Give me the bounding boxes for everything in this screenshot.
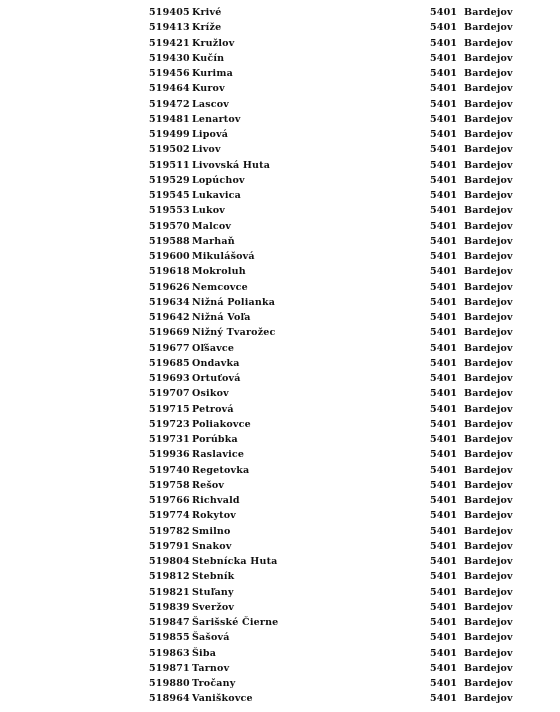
municipality-code: 519570 (149, 220, 190, 232)
table-row (149, 356, 519, 371)
district-code: 5401 (430, 357, 458, 369)
municipality-name: Raslavice (192, 449, 245, 461)
municipality-code: 519693 (149, 373, 190, 384)
municipality-name: Petrová (192, 403, 234, 415)
table-row (149, 554, 519, 569)
table-row (149, 158, 519, 173)
table-row (149, 524, 519, 539)
table-row (149, 463, 519, 478)
municipality-code: 519731 (149, 434, 190, 445)
district-name: Bardejov (464, 571, 513, 583)
municipality-name: Kružlov (192, 37, 235, 49)
district-code: 5401 (430, 113, 458, 125)
table-row (149, 691, 519, 706)
district-code: 5401 (430, 235, 458, 247)
municipality-code: 519782 (149, 525, 190, 537)
district-name: Bardejov (464, 357, 513, 369)
district-code: 5401 (430, 693, 458, 705)
district-name: Bardejov (464, 98, 513, 110)
municipality-code: 519863 (149, 647, 190, 659)
district-name: Bardejov (464, 235, 513, 247)
municipality-code: 519936 (149, 449, 190, 461)
municipality-code: 519855 (149, 632, 190, 644)
district-name: Bardejov (464, 617, 513, 628)
district-code: 5401 (430, 68, 458, 79)
table-row (149, 585, 519, 600)
table-row (149, 36, 519, 51)
district-code: 5401 (430, 388, 458, 400)
district-code: 5401 (430, 129, 458, 140)
municipality-code: 519499 (149, 129, 190, 140)
district-name: Bardejov (464, 144, 513, 156)
table-row (149, 386, 519, 401)
municipality-name: Osikov (192, 388, 229, 400)
district-code: 5401 (430, 190, 458, 201)
municipality-code: 519421 (149, 37, 190, 49)
municipality-name: Stebník (192, 571, 235, 583)
district-code: 5401 (430, 251, 458, 262)
table-row (149, 97, 519, 112)
municipality-code: 519821 (149, 586, 190, 598)
district-code: 5401 (430, 601, 458, 613)
municipality-code: 519677 (149, 342, 190, 354)
district-code: 5401 (430, 159, 458, 171)
table-row (149, 173, 519, 188)
district-code: 5401 (430, 205, 458, 217)
district-code: 5401 (430, 525, 458, 537)
table-row (149, 325, 519, 340)
district-name: Bardejov (464, 190, 513, 201)
district-name: Bardejov (464, 388, 513, 400)
municipality-code: 519600 (149, 251, 190, 262)
table-row (149, 417, 519, 432)
district-code: 5401 (430, 617, 458, 628)
district-name: Bardejov (464, 434, 513, 445)
district-name: Bardejov (464, 52, 513, 64)
municipality-code: 519758 (149, 479, 190, 491)
municipality-name: Oľšavce (192, 342, 235, 354)
district-code: 5401 (430, 418, 458, 430)
municipality-name: Kurov (192, 83, 225, 95)
district-name: Bardejov (464, 373, 513, 384)
table-row (149, 447, 519, 462)
district-name: Bardejov (464, 678, 513, 689)
district-code: 5401 (430, 22, 458, 34)
table-row (149, 600, 519, 615)
municipality-code: 519553 (149, 205, 190, 217)
district-name: Bardejov (464, 7, 513, 18)
district-name: Bardejov (464, 113, 513, 125)
municipality-code: 519642 (149, 312, 190, 323)
municipality-code: 519545 (149, 190, 190, 201)
municipality-name: Kurima (192, 68, 233, 79)
municipality-name: Šiba (192, 647, 217, 659)
municipality-name: Smilno (192, 525, 231, 537)
municipality-code: 519405 (149, 7, 190, 18)
table-row (149, 661, 519, 676)
district-code: 5401 (430, 647, 458, 659)
district-name: Bardejov (464, 693, 513, 705)
municipality-name: Marhaň (192, 235, 235, 247)
municipality-name: Ondavka (192, 357, 240, 369)
district-name: Bardejov (464, 403, 513, 415)
table-row (149, 539, 519, 554)
municipality-code: 519847 (149, 617, 190, 628)
municipality-name: Lukavica (192, 190, 241, 201)
district-code: 5401 (430, 373, 458, 384)
district-code: 5401 (430, 83, 458, 95)
municipality-name: Lipová (192, 129, 229, 140)
district-name: Bardejov (464, 205, 513, 217)
table-row (149, 264, 519, 279)
municipality-name: Mokroluh (192, 266, 246, 278)
municipality-code: 519634 (149, 296, 190, 308)
municipality-code: 519723 (149, 418, 190, 430)
municipality-code: 519740 (149, 464, 190, 476)
municipality-code: 519472 (149, 98, 190, 110)
municipality-name: Kríže (192, 22, 222, 34)
district-code: 5401 (430, 510, 458, 522)
district-code: 5401 (430, 7, 458, 18)
municipality-name: Mikulášová (192, 251, 255, 262)
district-code: 5401 (430, 556, 458, 567)
district-code: 5401 (430, 449, 458, 461)
district-name: Bardejov (464, 22, 513, 34)
municipality-name: Krivé (192, 7, 222, 18)
district-code: 5401 (430, 52, 458, 64)
district-code: 5401 (430, 281, 458, 293)
municipality-name: Rešov (192, 479, 225, 491)
municipality-name: Kučín (192, 52, 225, 64)
district-name: Bardejov (464, 37, 513, 49)
table-row (149, 234, 519, 249)
district-name: Bardejov (464, 449, 513, 461)
district-name: Bardejov (464, 586, 513, 598)
municipality-code: 519511 (149, 159, 190, 171)
table-row (149, 188, 519, 203)
district-code: 5401 (430, 312, 458, 323)
district-code: 5401 (430, 327, 458, 339)
district-name: Bardejov (464, 510, 513, 522)
municipality-code: 519430 (149, 52, 190, 64)
municipality-name: Šarišské Čierne (192, 617, 279, 628)
district-name: Bardejov (464, 601, 513, 613)
district-code: 5401 (430, 144, 458, 156)
district-name: Bardejov (464, 525, 513, 537)
district-name: Bardejov (464, 281, 513, 293)
district-code: 5401 (430, 37, 458, 49)
table-row (149, 341, 519, 356)
district-code: 5401 (430, 586, 458, 598)
table-row (149, 569, 519, 584)
municipality-code: 519774 (149, 510, 190, 522)
district-code: 5401 (430, 678, 458, 689)
municipality-name: Richvald (192, 495, 240, 506)
table-row (149, 66, 519, 81)
municipality-name: Porúbka (192, 434, 238, 445)
district-code: 5401 (430, 479, 458, 491)
municipality-code: 519871 (149, 662, 190, 674)
municipality-code: 519880 (149, 678, 190, 689)
district-code: 5401 (430, 571, 458, 583)
table-row (149, 478, 519, 493)
district-name: Bardejov (464, 418, 513, 430)
district-name: Bardejov (464, 174, 513, 186)
municipality-code: 519481 (149, 113, 190, 125)
district-name: Bardejov (464, 68, 513, 79)
municipality-name: Lascov (192, 98, 230, 110)
district-name: Bardejov (464, 312, 513, 323)
municipality-name: Sveržov (192, 601, 235, 613)
municipality-code: 519685 (149, 357, 190, 369)
district-name: Bardejov (464, 159, 513, 171)
municipality-code: 519791 (149, 540, 190, 552)
municipality-code: 519669 (149, 327, 190, 339)
municipality-code: 519707 (149, 388, 190, 400)
table-row (149, 508, 519, 523)
municipality-name: Lukov (192, 205, 226, 217)
municipality-code: 519766 (149, 495, 190, 506)
municipality-name: Livov (192, 144, 221, 156)
table-row (149, 81, 519, 96)
district-code: 5401 (430, 662, 458, 674)
district-code: 5401 (430, 464, 458, 476)
district-code: 5401 (430, 174, 458, 186)
municipality-code: 519812 (149, 571, 190, 583)
table-row (149, 295, 519, 310)
district-name: Bardejov (464, 251, 513, 262)
municipality-name: Tarnov (192, 662, 230, 674)
district-name: Bardejov (464, 540, 513, 552)
municipality-code: 519502 (149, 144, 190, 156)
municipality-name: Tročany (192, 678, 236, 689)
municipality-name: Stuľany (192, 586, 234, 598)
district-name: Bardejov (464, 632, 513, 644)
district-name: Bardejov (464, 296, 513, 308)
table-row (149, 280, 519, 295)
district-code: 5401 (430, 98, 458, 110)
municipality-name: Malcov (192, 220, 232, 232)
table-row (149, 493, 519, 508)
district-code: 5401 (430, 495, 458, 506)
district-name: Bardejov (464, 327, 513, 339)
municipality-code: 519529 (149, 174, 190, 186)
table-row (149, 203, 519, 218)
municipality-name: Nižná Voľa (192, 312, 251, 323)
district-name: Bardejov (464, 479, 513, 491)
municipality-name: Livovská Huta (192, 159, 271, 171)
municipality-code: 519588 (149, 235, 190, 247)
municipality-code: 519626 (149, 281, 190, 293)
municipality-name: Ortuťová (192, 373, 241, 384)
district-code: 5401 (430, 540, 458, 552)
district-name: Bardejov (464, 556, 513, 567)
municipality-code: 519804 (149, 556, 190, 567)
municipality-name: Snakov (192, 540, 232, 552)
table-row (149, 402, 519, 417)
table-row (149, 219, 519, 234)
table-row (149, 371, 519, 386)
municipality-name: Stebnícka Huta (192, 556, 278, 567)
municipality-code: 519715 (149, 403, 190, 415)
district-name: Bardejov (464, 266, 513, 278)
district-name: Bardejov (464, 129, 513, 140)
table-row (149, 142, 519, 157)
municipality-name: Lopúchov (192, 174, 245, 186)
municipality-name: Lenartov (192, 113, 241, 125)
district-code: 5401 (430, 434, 458, 445)
municipality-code: 519618 (149, 266, 190, 278)
table-row (149, 127, 519, 142)
table-row (149, 676, 519, 691)
district-name: Bardejov (464, 220, 513, 232)
municipality-code: 518964 (149, 693, 190, 705)
table-row (149, 20, 519, 35)
municipality-code: 519464 (149, 83, 190, 95)
district-code: 5401 (430, 342, 458, 354)
table-row (149, 432, 519, 447)
municipality-name: Poliakovce (192, 418, 251, 430)
municipality-name: Regetovka (192, 464, 250, 476)
municipality-code: 519839 (149, 601, 190, 613)
table-row (149, 51, 519, 66)
municipality-name: Nižná Polianka (192, 296, 276, 308)
table-row (149, 5, 519, 20)
municipality-name: Nižný Tvarožec (192, 327, 276, 339)
municipality-code: 519456 (149, 68, 190, 79)
municipality-name: Rokytov (192, 510, 236, 522)
table-row (149, 646, 519, 661)
district-name: Bardejov (464, 342, 513, 354)
district-name: Bardejov (464, 647, 513, 659)
district-code: 5401 (430, 266, 458, 278)
district-name: Bardejov (464, 495, 513, 506)
municipality-name: Vaniškovce (192, 693, 253, 705)
district-code: 5401 (430, 220, 458, 232)
district-name: Bardejov (464, 83, 513, 95)
municipality-name: Šašová (192, 632, 230, 644)
municipality-name: Nemcovce (192, 281, 248, 293)
district-code: 5401 (430, 296, 458, 308)
district-name: Bardejov (464, 662, 513, 674)
district-name: Bardejov (464, 464, 513, 476)
table-row (149, 249, 519, 264)
district-code: 5401 (430, 403, 458, 415)
table-row (149, 310, 519, 325)
district-code: 5401 (430, 632, 458, 644)
table-row (149, 630, 519, 645)
table-row (149, 615, 519, 630)
municipality-table (149, 5, 519, 707)
municipality-code: 519413 (149, 22, 190, 34)
table-row (149, 112, 519, 127)
